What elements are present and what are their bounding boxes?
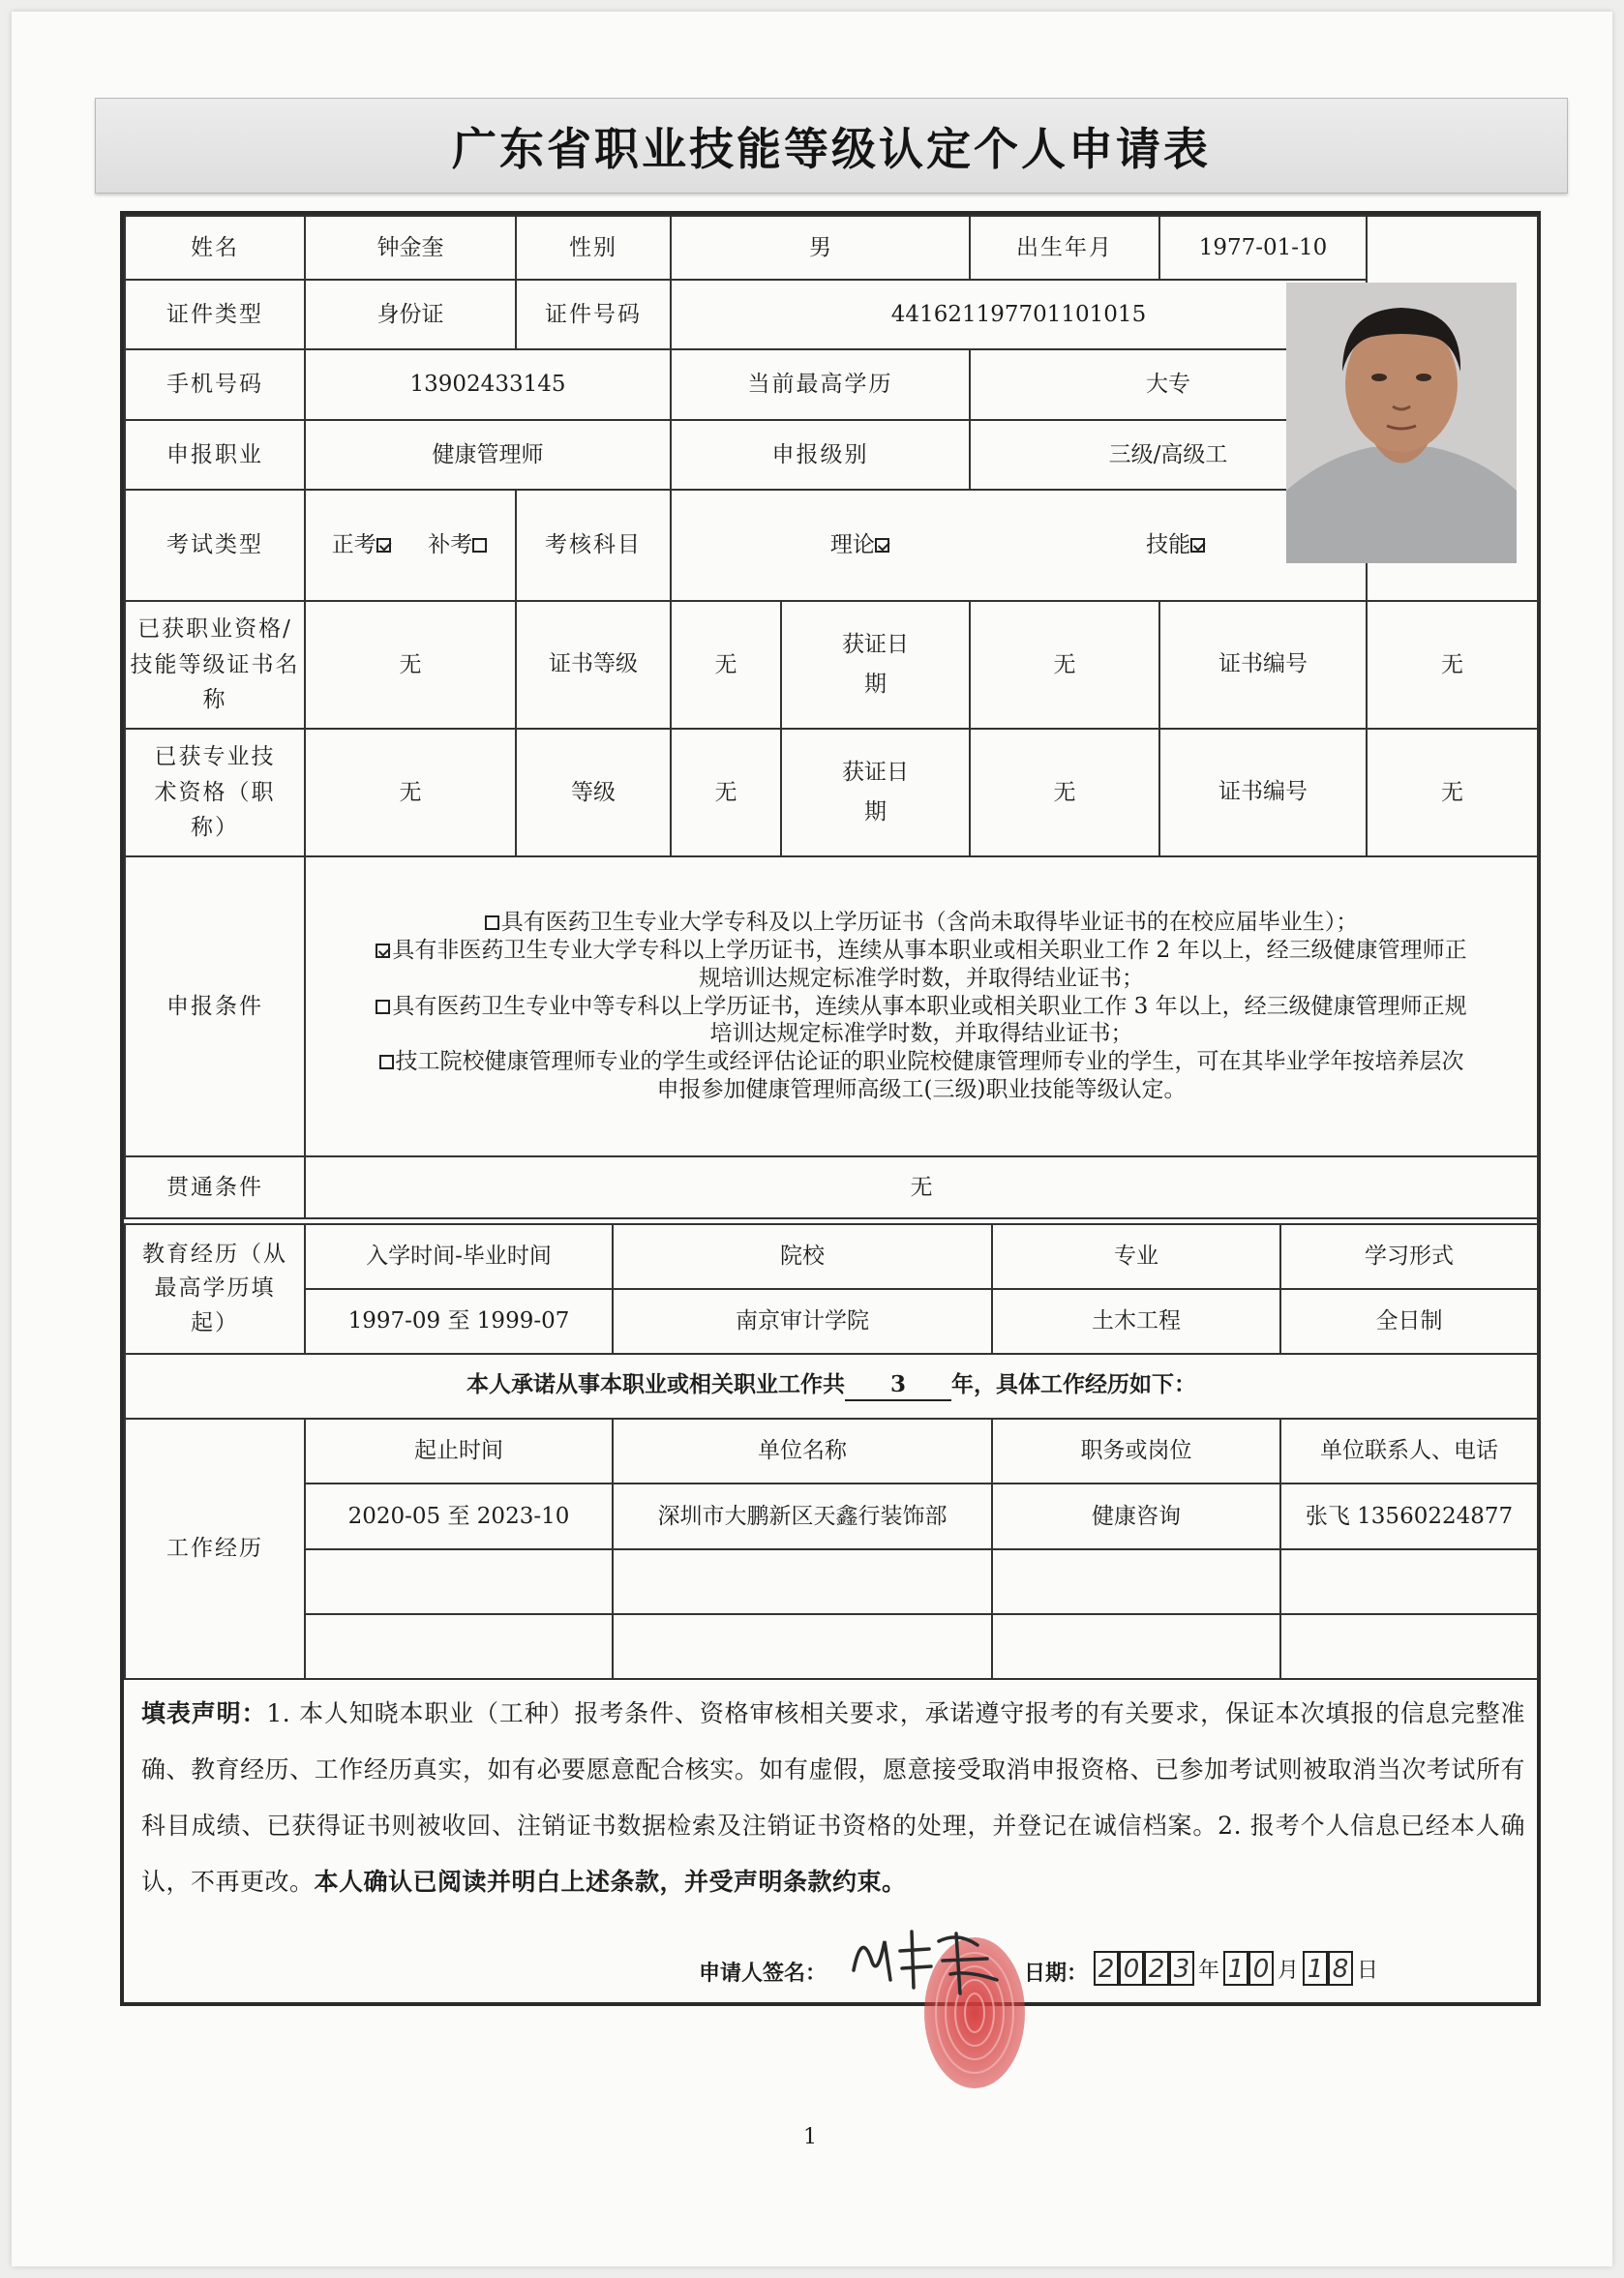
option-makeup[interactable]: 补考 bbox=[428, 532, 489, 557]
label-education: 教育经历（从最高学历填起） bbox=[125, 1224, 305, 1354]
option-theory[interactable]: 理论 bbox=[707, 531, 1015, 559]
work-row-2-contact bbox=[1280, 1549, 1538, 1614]
condition-2-checkbox[interactable] bbox=[376, 944, 390, 958]
edu-header-school: 院校 bbox=[613, 1224, 992, 1289]
year-digit-1: 2 bbox=[1094, 1951, 1119, 1986]
condition-4-checkbox[interactable] bbox=[379, 1055, 394, 1069]
makeup-checkbox[interactable] bbox=[472, 538, 487, 553]
declaration-text bbox=[141, 1686, 1525, 1910]
exam-subject-options bbox=[671, 490, 1367, 601]
page-number: 1 bbox=[803, 2125, 817, 2149]
label-cert-date: 获证日期 bbox=[781, 601, 970, 729]
label-work: 工作经历 bbox=[125, 1419, 305, 1679]
form-title: 广东省职业技能等级认定个人申请表 bbox=[452, 122, 1211, 175]
label-phone: 手机号码 bbox=[125, 349, 305, 420]
title-banner bbox=[95, 98, 1568, 194]
value-edu: 大专 bbox=[970, 349, 1367, 420]
work-row-1-unit: 深圳市大鹏新区天鑫行装饰部 bbox=[613, 1484, 992, 1549]
month-unit: 月 bbox=[1278, 1958, 1300, 1983]
edu-header-time: 入学时间-毕业时间 bbox=[305, 1224, 613, 1289]
application-form bbox=[120, 211, 1541, 2006]
value-cert-date: 无 bbox=[970, 601, 1159, 729]
declaration-body: 1. 本人知晓本职业（工种）报考条件、资格审核相关要求，承诺遵守报考的有关要求，保证本次填报的信息完整准确、教育经历、工作经历真实，如有必要愿意配合核实。如有虚假，愿意接受取消申报资格、已参加考试则被取消当次考试所有科目成绩、已获得证书则被收回、注销证书数据检索及注销证书资格的处理，并登记在诚信档案。2. 报考个人信息已经本人确认，不再更改。 bbox=[141, 1699, 1525, 1896]
work-row-2-unit bbox=[613, 1549, 992, 1614]
condition-item-4[interactable]: 技工院校健康管理师专业的学生或经评估论证的职业院校健康管理师专业的学生，可在其毕业学年按培养层次 申报参加健康管理师高级工(三级)职业技能等级认定。 bbox=[310, 1048, 1533, 1104]
work-row-2-post bbox=[992, 1549, 1280, 1614]
value-id-no: 441621197701101015 bbox=[671, 280, 1367, 349]
value-cert-name: 无 bbox=[305, 601, 516, 729]
value-occupation: 健康管理师 bbox=[305, 420, 671, 490]
signature-row bbox=[581, 1951, 1413, 1993]
option-skill[interactable]: 技能 bbox=[1022, 531, 1331, 559]
signature-label: 申请人签名： bbox=[699, 1961, 827, 1986]
label-pro-grade: 等级 bbox=[516, 729, 671, 856]
value-through: 无 bbox=[305, 1156, 1538, 1218]
value-name: 钟金奎 bbox=[305, 216, 516, 280]
handwritten-signature bbox=[842, 1912, 1016, 1999]
work-row-3-post bbox=[992, 1614, 1280, 1679]
work-row-3-time bbox=[305, 1614, 613, 1679]
label-pro-no: 证书编号 bbox=[1159, 729, 1367, 856]
work-commitment: 本人承诺从事本职业或相关职业工作共 3 年，具体工作经历如下： bbox=[125, 1354, 1538, 1419]
exam-type-options bbox=[305, 490, 516, 601]
work-row-2-time bbox=[305, 1549, 613, 1614]
label-occupation: 申报职业 bbox=[125, 420, 305, 490]
label-id-no: 证件号码 bbox=[516, 280, 671, 349]
skill-checkbox[interactable] bbox=[1190, 538, 1205, 553]
label-id-type: 证件类型 bbox=[125, 280, 305, 349]
label-gender: 性别 bbox=[516, 216, 671, 280]
label-name: 姓名 bbox=[125, 216, 305, 280]
label-level: 申报级别 bbox=[671, 420, 970, 490]
value-pro-date: 无 bbox=[970, 729, 1159, 856]
label-pro-date: 获证日期 bbox=[781, 729, 970, 856]
work-row-3-unit bbox=[613, 1614, 992, 1679]
label-birth: 出生年月 bbox=[970, 216, 1159, 280]
work-header-time: 起止时间 bbox=[305, 1419, 613, 1484]
value-level: 三级/高级工 bbox=[970, 420, 1367, 490]
regular-checkbox[interactable] bbox=[376, 538, 391, 553]
day-digit-2: 8 bbox=[1328, 1951, 1353, 1986]
label-exam-subject: 考核科目 bbox=[516, 490, 671, 601]
value-pro-no: 无 bbox=[1367, 729, 1538, 856]
label-cert-level: 证书等级 bbox=[516, 601, 671, 729]
year-digit-3: 2 bbox=[1144, 1951, 1169, 1986]
year-digit-2: 0 bbox=[1119, 1951, 1144, 1986]
work-header-unit: 单位名称 bbox=[613, 1419, 992, 1484]
value-cert-level: 无 bbox=[671, 601, 781, 729]
value-id-type: 身份证 bbox=[305, 280, 516, 349]
label-exam-type: 考试类型 bbox=[125, 490, 305, 601]
value-pro-title: 无 bbox=[305, 729, 516, 856]
edu-mode: 全日制 bbox=[1280, 1289, 1538, 1354]
history-grid bbox=[124, 1223, 1539, 1680]
work-header-contact: 单位联系人、电话 bbox=[1280, 1419, 1538, 1484]
edu-header-major: 专业 bbox=[992, 1224, 1280, 1289]
value-birth: 1977-01-10 bbox=[1159, 216, 1367, 280]
declaration-head: 填表声明： bbox=[141, 1699, 267, 1727]
declaration-confirm: 本人确认已阅读并明白上述条款，并受声明条款约束。 bbox=[314, 1868, 907, 1896]
work-row-1-post: 健康咨询 bbox=[992, 1484, 1280, 1549]
condition-item-3[interactable]: 具有医药卫生专业中等专科以上学历证书，连续从事本职业或相关职业工作 3 年以上，经三级健康管理师正规 培训达规定标准学时数，并取得结业证书； bbox=[310, 993, 1533, 1049]
label-cert-no: 证书编号 bbox=[1159, 601, 1367, 729]
value-phone: 13902433145 bbox=[305, 349, 671, 420]
value-pro-grade: 无 bbox=[671, 729, 781, 856]
year-unit: 年 bbox=[1198, 1958, 1220, 1983]
work-years: 3 bbox=[845, 1371, 951, 1401]
day-unit: 日 bbox=[1357, 1958, 1379, 1983]
label-edu: 当前最高学历 bbox=[671, 349, 970, 420]
edu-time: 1997-09 至 1999-07 bbox=[305, 1289, 613, 1354]
portrait-icon bbox=[1286, 283, 1517, 563]
work-row-1-time: 2020-05 至 2023-10 bbox=[305, 1484, 613, 1549]
month-digit-1: 1 bbox=[1223, 1951, 1248, 1986]
work-row-3-contact bbox=[1280, 1614, 1538, 1679]
work-row-1-contact: 张飞 13560224877 bbox=[1280, 1484, 1538, 1549]
condition-item-2[interactable]: 具有非医药卫生专业大学专科以上学历证书，连续从事本职业或相关职业工作 2 年以上，经三级健康管理师正 规培训达规定标准学时数，并取得结业证书； bbox=[310, 937, 1533, 993]
condition-3-checkbox[interactable] bbox=[376, 1000, 390, 1014]
label-pro-title: 已获专业技术资格（职称） bbox=[125, 729, 305, 856]
edu-header-mode: 学习形式 bbox=[1280, 1224, 1538, 1289]
work-header-post: 职务或岗位 bbox=[992, 1419, 1280, 1484]
applicant-photo bbox=[1286, 283, 1517, 563]
day-digit-1: 1 bbox=[1303, 1951, 1328, 1986]
edu-major: 土木工程 bbox=[992, 1289, 1280, 1354]
year-digit-4: 3 bbox=[1169, 1951, 1194, 1986]
date-boxes bbox=[1094, 1951, 1382, 1986]
condition-1-checkbox[interactable] bbox=[485, 915, 499, 930]
month-digit-2: 0 bbox=[1248, 1951, 1274, 1986]
date-label: 日期： bbox=[1024, 1961, 1089, 1986]
conditions-list bbox=[305, 856, 1538, 1156]
label-cert-name: 已获职业资格/技能等级证书名称 bbox=[125, 601, 305, 729]
value-cert-no: 无 bbox=[1367, 601, 1538, 729]
value-gender: 男 bbox=[671, 216, 970, 280]
edu-school: 南京审计学院 bbox=[613, 1289, 992, 1354]
theory-checkbox[interactable] bbox=[875, 538, 889, 553]
label-through: 贯通条件 bbox=[125, 1156, 305, 1218]
label-conditions: 申报条件 bbox=[125, 856, 305, 1156]
condition-item-1[interactable]: 具有医药卫生专业大学专科及以上学历证书（含尚未取得毕业证书的在校应届毕业生）； bbox=[310, 909, 1533, 937]
option-regular[interactable]: 正考 bbox=[332, 532, 393, 557]
